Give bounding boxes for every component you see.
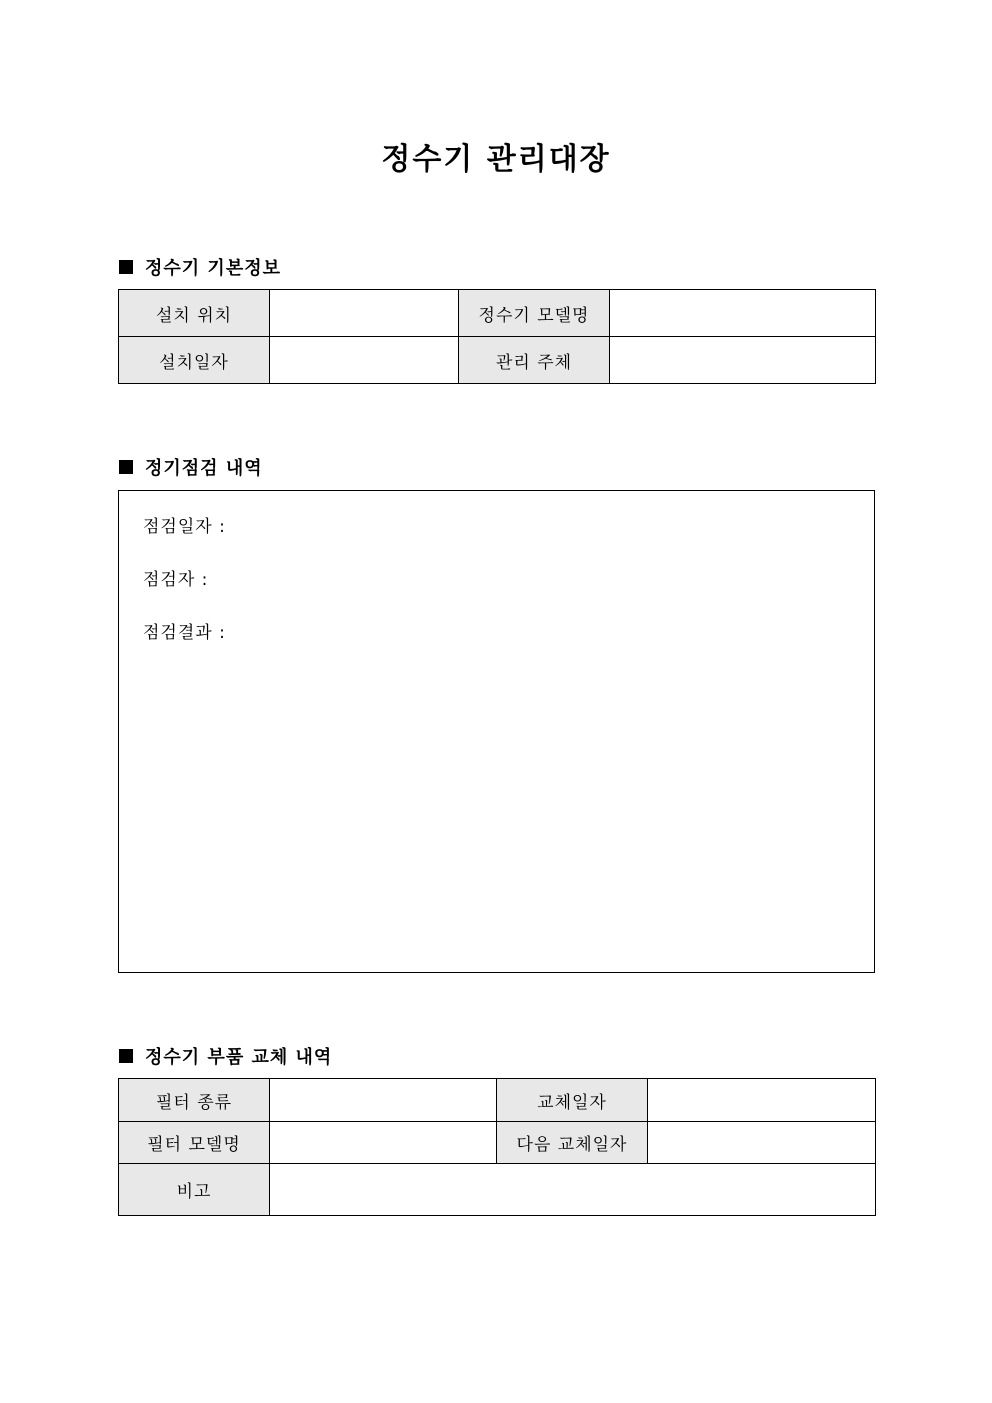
section-heading-inspection-text: 정기점검 내역 <box>145 458 263 479</box>
table-row <box>119 337 876 384</box>
replace-date-label: 교체일자 <box>497 1079 648 1122</box>
replace-date-field[interactable] <box>648 1079 876 1122</box>
model-name-label: 정수기 모델명 <box>459 290 610 337</box>
remark-field[interactable] <box>270 1164 876 1216</box>
section-heading-parts-text: 정수기 부품 교체 내역 <box>145 1047 333 1068</box>
install-location-field[interactable] <box>270 290 459 337</box>
section-heading-basic-text: 정수기 기본정보 <box>145 258 281 279</box>
filter-type-field[interactable] <box>270 1079 497 1122</box>
install-date-label: 설치일자 <box>119 337 270 384</box>
filter-model-field[interactable] <box>270 1122 497 1164</box>
square-bullet-icon <box>119 460 133 474</box>
section-heading-basic <box>119 254 281 280</box>
remark-label: 비고 <box>119 1164 270 1216</box>
section-heading-parts <box>119 1043 332 1069</box>
page-title: 정수기 관리대장 <box>381 142 611 177</box>
table-row <box>119 1079 876 1122</box>
section-heading-inspection <box>119 454 263 480</box>
parts-replacement-table <box>118 1078 876 1216</box>
square-bullet-icon <box>119 1049 133 1063</box>
install-location-label: 설치 위치 <box>119 290 270 337</box>
manager-field[interactable] <box>610 337 876 384</box>
filter-type-label: 필터 종류 <box>119 1079 270 1122</box>
filter-model-label: 필터 모델명 <box>119 1122 270 1164</box>
table-row <box>119 1122 876 1164</box>
inspection-box[interactable] <box>118 490 875 973</box>
inspection-date-label: 점검일자 : <box>143 517 226 537</box>
next-replace-date-label: 다음 교체일자 <box>497 1122 648 1164</box>
inspector-label: 점검자 : <box>143 570 209 590</box>
install-date-field[interactable] <box>270 337 459 384</box>
next-replace-date-field[interactable] <box>648 1122 876 1164</box>
basic-info-table <box>118 289 876 384</box>
inspection-result-label: 점검결과 : <box>143 623 226 643</box>
table-row <box>119 1164 876 1216</box>
model-name-field[interactable] <box>610 290 876 337</box>
table-row <box>119 290 876 337</box>
manager-label: 관리 주체 <box>459 337 610 384</box>
square-bullet-icon <box>119 260 133 274</box>
